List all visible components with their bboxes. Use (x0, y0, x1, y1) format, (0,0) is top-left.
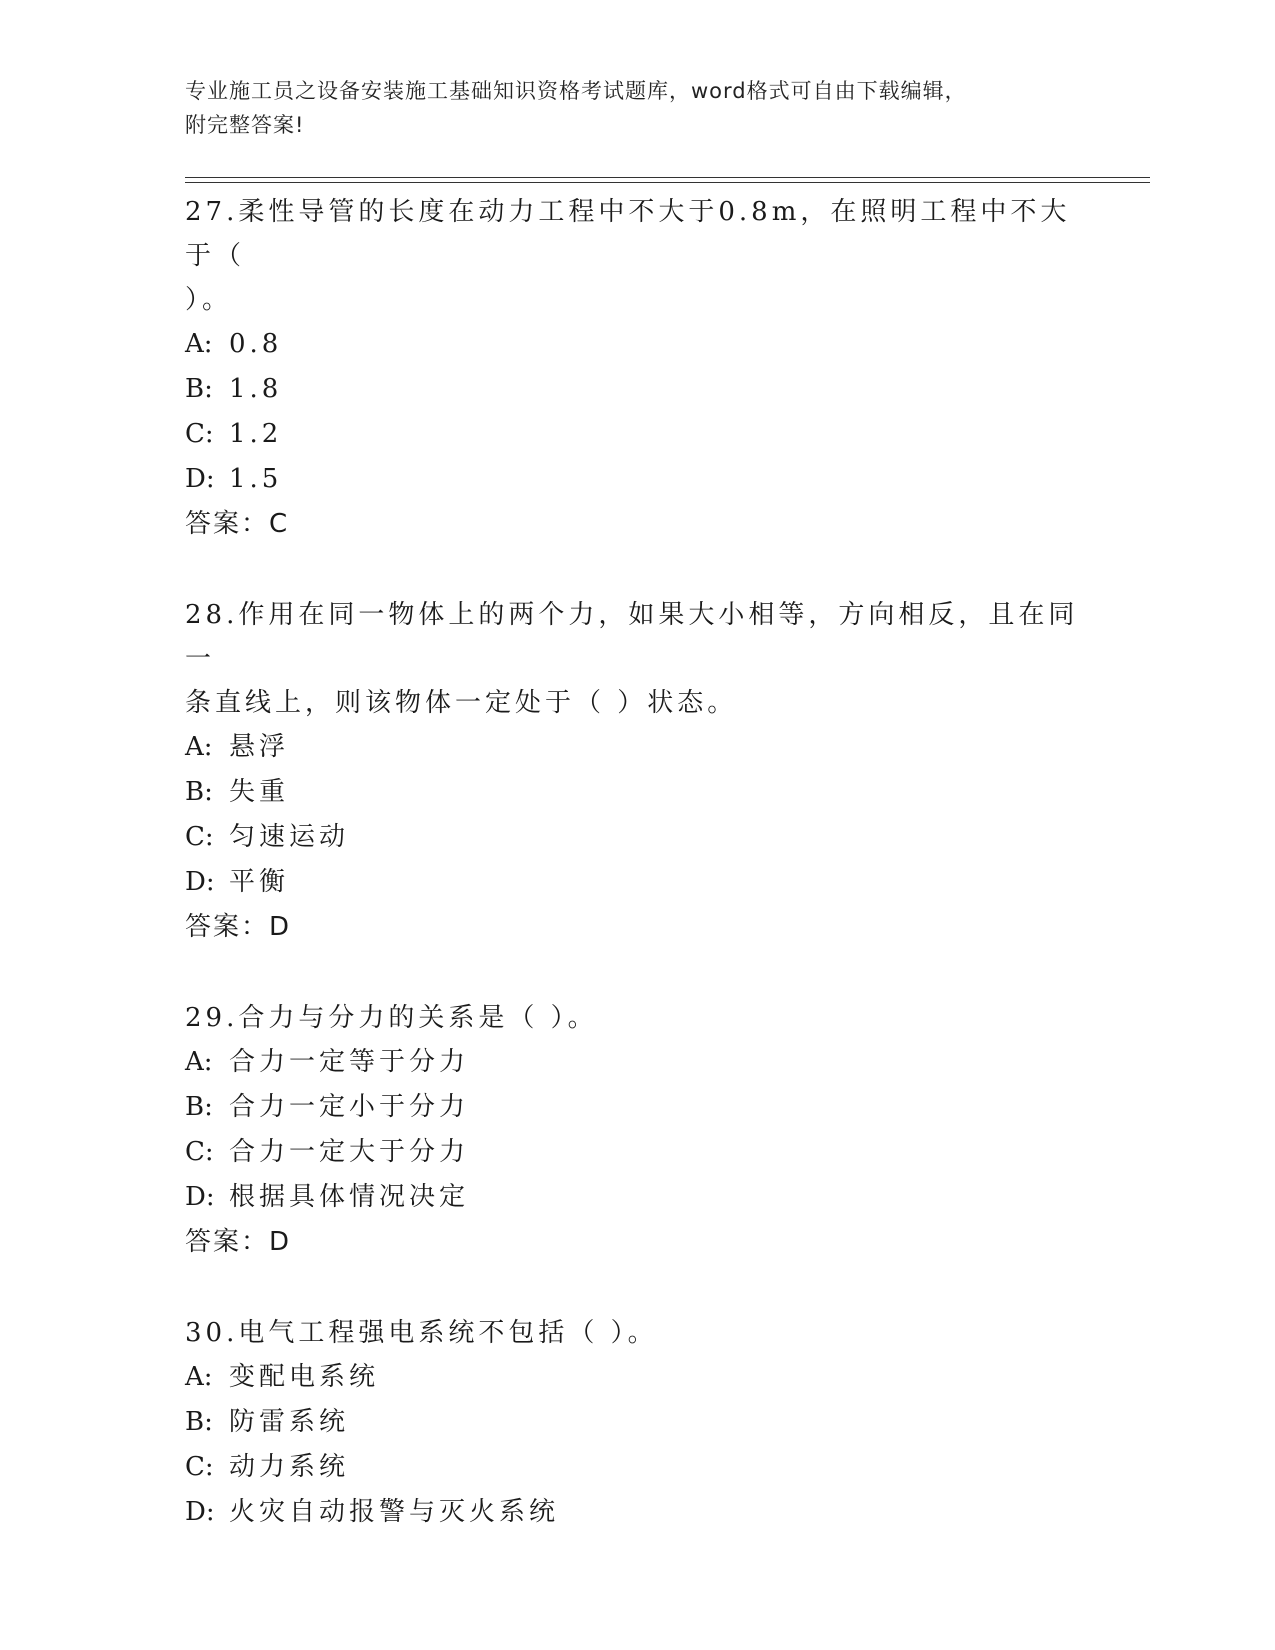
option-text: 1.2 (229, 419, 283, 449)
question-30 (185, 1311, 1095, 1535)
answer-line: 答案：D (185, 912, 292, 942)
option-c (185, 412, 1095, 457)
option-letter: C: (185, 419, 214, 449)
header-line-1: 专业施工员之设备安装施工基础知识资格考试题库，word格式可自由下载编辑， (185, 79, 967, 103)
header-divider-top (185, 177, 1150, 178)
option-letter: D: (185, 1497, 215, 1527)
option-text: 失重 (229, 777, 290, 807)
answer-line: 答案：C (185, 509, 290, 539)
question-27 (185, 190, 1095, 547)
option-text: 根据具体情况决定 (229, 1182, 470, 1212)
option-b (185, 1400, 1095, 1445)
answer-line: 答案：D (185, 1227, 292, 1257)
option-b (185, 1085, 1095, 1130)
option-text: 动力系统 (229, 1452, 350, 1482)
option-text: 变配电系统 (229, 1362, 380, 1392)
question-stem-line: 28.作用在同一物体上的两个力，如果大小相等，方向相反，且在同一 (185, 600, 1079, 674)
option-text: 1.5 (229, 464, 283, 494)
header-line-2: 附完整答案! (185, 113, 305, 137)
option-text: 火灾自动报警与灭火系统 (229, 1497, 560, 1527)
option-text: 合力一定等于分力 (229, 1047, 470, 1077)
option-letter: B: (185, 777, 213, 807)
option-letter: D: (185, 867, 215, 897)
option-letter: A: (185, 329, 213, 359)
option-d (185, 860, 1095, 905)
option-letter: A: (185, 1362, 213, 1392)
option-letter: D: (185, 464, 215, 494)
question-stem-line: 条直线上，则该物体一定处于（ ）状态。 (185, 688, 738, 718)
option-letter: B: (185, 1407, 213, 1437)
option-a (185, 1355, 1095, 1400)
option-letter: C: (185, 822, 214, 852)
option-d (185, 1175, 1095, 1220)
option-a (185, 725, 1095, 770)
option-letter: D: (185, 1182, 215, 1212)
question-stem-line: ）。 (185, 285, 233, 315)
option-d (185, 1490, 1095, 1535)
question-28 (185, 593, 1095, 950)
option-b (185, 770, 1095, 815)
option-text: 合力一定小于分力 (229, 1092, 470, 1122)
option-a (185, 322, 1095, 367)
option-text: 1.8 (229, 374, 283, 404)
option-a (185, 1040, 1095, 1085)
question-stem-line: 29.合力与分力的关系是（ ）。 (185, 1003, 598, 1033)
option-c (185, 1445, 1095, 1490)
option-c (185, 815, 1095, 860)
option-text: 匀速运动 (229, 822, 350, 852)
option-letter: A: (185, 732, 213, 762)
header-divider-bottom (185, 182, 1150, 183)
question-stem-line: 27.柔性导管的长度在动力工程中不大于0.8m，在照明工程中不大于（ (185, 197, 1071, 271)
question-29 (185, 996, 1095, 1265)
option-text: 悬浮 (229, 732, 290, 762)
option-letter: C: (185, 1452, 214, 1482)
question-stem-line: 30.电气工程强电系统不包括（ ）。 (185, 1318, 658, 1348)
document-header (185, 74, 1065, 142)
option-text: 平衡 (229, 867, 290, 897)
option-text: 防雷系统 (229, 1407, 350, 1437)
option-letter: C: (185, 1137, 214, 1167)
option-b (185, 367, 1095, 412)
option-text: 合力一定大于分力 (229, 1137, 470, 1167)
option-letter: B: (185, 1092, 213, 1122)
option-text: 0.8 (229, 329, 283, 359)
option-d (185, 457, 1095, 502)
option-letter: B: (185, 374, 213, 404)
option-letter: A: (185, 1047, 213, 1077)
option-c (185, 1130, 1095, 1175)
question-list (185, 190, 1095, 1581)
